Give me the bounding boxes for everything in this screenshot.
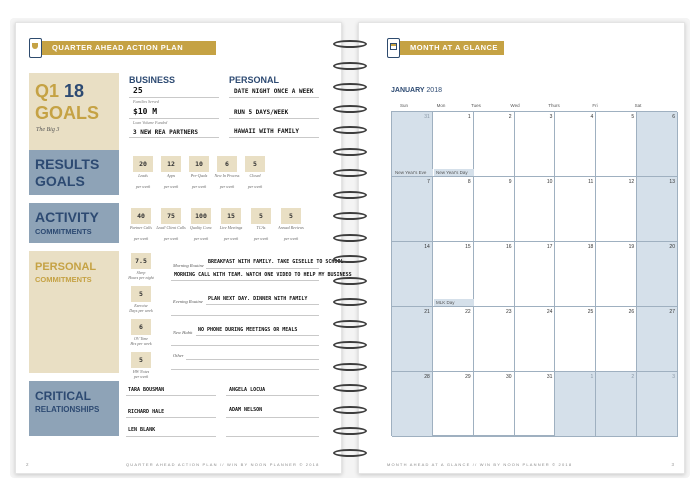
calendar-day-number: 14 — [424, 244, 430, 250]
big-3-label: The Big 3 — [36, 127, 60, 133]
calendar-day-number: 3 — [549, 114, 553, 120]
calendar-day-number: 31 — [424, 114, 430, 120]
critical-relationships-block — [29, 381, 119, 436]
right-page-number: 3 — [671, 462, 674, 467]
relationship-1: TARA BOUSMAN — [128, 387, 165, 393]
calendar-day-cell — [555, 307, 596, 372]
spiral-binding-ring — [333, 234, 367, 242]
calendar-day-cell — [474, 372, 515, 437]
calendar-day-number: 10 — [546, 179, 553, 185]
calendar-day-number: 26 — [628, 309, 635, 315]
trophy-icon — [29, 38, 42, 58]
spiral-binding-ring — [333, 406, 367, 414]
spiral-binding-ring — [333, 277, 367, 285]
results-metric-unit: per week — [163, 184, 179, 189]
month-page-title: MONTH AT A GLANCE — [394, 41, 504, 55]
calendar-day-number: 7 — [427, 179, 430, 185]
calendar-day-cell — [392, 112, 433, 177]
page-number: 2 — [26, 462, 29, 467]
spiral-binding-ring — [333, 40, 367, 48]
calendar-day-number: 25 — [587, 309, 594, 315]
calendar-day-number: 30 — [505, 374, 512, 380]
personal-goal-3: HAWAII WITH FAMILY — [234, 128, 300, 135]
activity-metric-label: TCAs — [256, 225, 266, 230]
activity-metric-unit: per week — [133, 236, 149, 241]
relationship-5: LEN BLANK — [128, 427, 156, 433]
commitments-title: COMMITMENTS — [35, 227, 92, 236]
results-metric-value: 6 — [217, 156, 237, 172]
personal-metric-unit: per week — [133, 374, 149, 379]
spiral-binding-ring — [333, 427, 367, 435]
calendar-day-number: 17 — [546, 244, 553, 250]
personal-metric-label: OV Time — [133, 336, 149, 341]
day-of-week-header: Fri — [592, 103, 598, 108]
calendar-day-cell — [433, 372, 474, 437]
calendar-day-cell — [555, 112, 596, 177]
calendar-day-number: 2 — [508, 114, 512, 120]
calendar-day-cell — [596, 112, 637, 177]
calendar-day-cell — [637, 112, 678, 177]
morning-routine-1: BREAKFAST WITH FAMILY. TAKE GISELLE TO SCHOOL — [208, 259, 344, 265]
calendar-day-cell — [555, 177, 596, 242]
calendar-day-number: 23 — [505, 309, 512, 315]
results-metric-value: 5 — [245, 156, 265, 172]
right-page-footer: MONTH AHEAD AT A GLANCE // WIN BY NOON PLANNER © 2018 — [387, 462, 573, 467]
spiral-binding-ring — [333, 212, 367, 220]
month-calendar-grid — [391, 111, 677, 436]
personal-commitments-block — [29, 251, 119, 373]
calendar-day-number: 29 — [465, 374, 471, 380]
spiral-binding-ring — [333, 62, 367, 70]
left-page — [15, 22, 352, 474]
calendar-day-cell — [392, 242, 433, 307]
spiral-binding-ring — [333, 320, 367, 328]
spiral-binding-ring — [333, 384, 367, 392]
activity-metric-value: 40 — [131, 208, 151, 224]
page-footer: QUARTER AHEAD ACTION PLAN // WIN BY NOON PLANNER © 2018 — [126, 462, 320, 467]
day-of-week-header: Thurs — [548, 103, 560, 108]
calendar-day-number: 16 — [505, 244, 512, 250]
spiral-binding-ring — [333, 105, 367, 113]
calendar-day-cell — [637, 242, 678, 307]
calendar-icon — [387, 38, 400, 58]
calendar-day-cell — [515, 242, 556, 307]
activity-metric-value: 5 — [251, 208, 271, 224]
day-of-week-header: Mon — [436, 103, 446, 108]
critical-title: CRITICAL — [35, 389, 91, 403]
calendar-day-cell — [555, 242, 596, 307]
calendar-day-cell — [474, 177, 515, 242]
personal-metric-label: HW Notes — [132, 369, 150, 374]
calendar-day-cell — [433, 307, 474, 372]
activity-metric-label: Live Meetings — [219, 225, 243, 230]
activity-commitments-block — [29, 203, 119, 243]
day-of-week-header: Wed — [510, 103, 520, 108]
calendar-day-cell — [392, 307, 433, 372]
activity-metric-unit: per week — [163, 236, 179, 241]
calendar-day-number: 19 — [628, 244, 635, 250]
calendar-day-cell — [596, 307, 637, 372]
results-metric-label: Leads — [138, 173, 148, 178]
calendar-day-number: 11 — [588, 179, 594, 185]
spiral-binding-ring — [333, 298, 367, 306]
calendar-day-number: 18 — [587, 244, 594, 250]
spiral-binding-ring — [333, 169, 367, 177]
calendar-day-cell — [433, 242, 474, 307]
calendar-day-number: 2 — [631, 374, 635, 380]
personal-metric-value: 5 — [131, 286, 151, 302]
calendar-day-cell — [433, 112, 474, 177]
business-heading: BUSINESS — [129, 75, 176, 85]
morning-routine-2: MORNING CALL WITH TEAM. WATCH ONE VIDEO TO HELP MY BUSINESS — [174, 272, 352, 278]
personal-metric-unit: Days per week — [129, 308, 153, 313]
calendar-day-number: 9 — [508, 179, 512, 185]
results-metric-label: Closed — [249, 173, 261, 178]
business-caption-2: Loan Volume Funded — [133, 120, 168, 125]
spiral-binding-ring — [333, 191, 367, 199]
calendar-day-number: 31 — [546, 374, 553, 380]
results-metric-unit: per week — [219, 184, 235, 189]
calendar-day-cell — [474, 112, 515, 177]
goals-title: GOALS — [35, 173, 85, 189]
calendar-day-cell — [596, 177, 637, 242]
calendar-event: New Year's Eve — [393, 169, 433, 176]
spiral-binding-ring — [333, 341, 367, 349]
results-metric-value: 20 — [133, 156, 153, 172]
calendar-day-number: 22 — [465, 309, 471, 315]
activity-metric-label: Annual Reviews — [278, 225, 304, 230]
spiral-binding-ring — [333, 449, 367, 457]
q1-goals-block — [29, 73, 119, 161]
calendar-day-number: 4 — [590, 114, 594, 120]
results-metric-label: New In Process — [214, 173, 240, 178]
calendar-event: New Year's Day — [434, 169, 474, 176]
calendar-day-number: 15 — [465, 244, 471, 250]
results-title: RESULTS — [35, 156, 100, 172]
personal-metric-value: 5 — [131, 352, 151, 368]
month-name: JANUARY — [391, 87, 425, 94]
spiral-binding-ring — [333, 363, 367, 371]
calendar-day-number: 3 — [672, 374, 675, 380]
calendar-day-cell — [515, 177, 556, 242]
calendar-day-cell — [637, 177, 678, 242]
personal-metric-unit: Hours per night — [128, 275, 154, 280]
calendar-day-cell — [637, 307, 678, 372]
day-of-week-header: Sat — [634, 103, 642, 108]
calendar-day-cell — [515, 372, 556, 437]
calendar-day-number: 20 — [669, 244, 675, 250]
personal-goal-1: DATE NIGHT ONCE A WEEK — [234, 88, 314, 95]
personal-goal-2: RUN 5 DAYS/WEEK — [234, 109, 289, 116]
personal-metric-label: Exercise — [134, 303, 148, 308]
relationships-title: RELATIONSHIPS — [35, 405, 100, 414]
commitments-subtitle: COMMITMENTS — [35, 275, 92, 284]
calendar-day-cell — [515, 112, 556, 177]
morning-routine-label: Morning Routine — [173, 263, 204, 268]
business-goal-3: 3 NEW REA PARTNERS — [133, 129, 199, 136]
goals-label: GOALS — [35, 103, 100, 123]
results-metric-unit: per week — [135, 184, 151, 189]
results-metric-label: Pre-Quals — [190, 173, 208, 178]
activity-metric-label: Quality Conv. — [189, 225, 213, 230]
calendar-day-cell — [474, 242, 515, 307]
activity-metric-label: Partner Calls — [130, 225, 152, 230]
calendar-day-number: 24 — [546, 309, 553, 315]
calendar-day-cell — [392, 372, 433, 437]
calendar-day-cell — [555, 372, 596, 437]
calendar-day-number: 8 — [467, 179, 471, 185]
calendar-day-cell — [596, 242, 637, 307]
right-page — [358, 22, 685, 474]
activity-metric-value: 5 — [281, 208, 301, 224]
new-habit-1: NO PHONE DURING MEETINGS OR MEALS — [198, 327, 298, 333]
relationship-4: ADAM NELSON — [229, 407, 263, 413]
results-metric-unit: per week — [247, 184, 263, 189]
activity-title: ACTIVITY — [35, 209, 99, 225]
results-metric-value: 12 — [161, 156, 181, 172]
spiral-binding-ring — [333, 255, 367, 263]
business-caption-1: Families Served — [133, 99, 159, 104]
spiral-binding-ring — [333, 126, 367, 134]
calendar-day-cell — [433, 177, 474, 242]
personal-metric-value: 6 — [131, 319, 151, 335]
calendar-event: MLK Day — [434, 299, 474, 306]
relationship-2: ANGELA LOCUA — [229, 387, 266, 393]
calendar-day-number: 21 — [424, 309, 430, 315]
calendar-day-number: 6 — [672, 114, 675, 120]
calendar-day-cell — [515, 307, 556, 372]
year-number: 18 — [64, 81, 85, 101]
activity-metric-value: 75 — [161, 208, 181, 224]
relationship-3: RICHARD HALE — [128, 409, 165, 415]
personal-title: PERSONAL — [35, 261, 97, 273]
business-goal-2: $10 M — [133, 107, 158, 116]
results-metric-label: Apps — [167, 173, 175, 178]
calendar-day-cell — [474, 307, 515, 372]
activity-metric-value: 15 — [221, 208, 241, 224]
evening-routine-1: PLAN NEXT DAY. DINNER WITH FAMILY — [208, 296, 308, 302]
results-metric-unit: per week — [191, 184, 207, 189]
activity-metric-label: Lead/ Client Calls — [156, 225, 186, 230]
results-goals-block — [29, 150, 119, 195]
calendar-day-number: 12 — [628, 179, 635, 185]
spiral-binding-ring — [333, 148, 367, 156]
quarter-label: Q1 — [35, 81, 60, 101]
day-of-week-header: Sun — [399, 103, 408, 108]
month-year-title — [391, 87, 442, 94]
spiral-binding-ring — [333, 83, 367, 91]
other-label: Other — [173, 353, 184, 358]
personal-metric-value: 7.5 — [131, 253, 151, 269]
new-habit-label: New Habit — [173, 330, 193, 335]
business-goal-1: 25 — [133, 86, 143, 95]
activity-metric-unit: per week — [223, 236, 239, 241]
calendar-day-number: 1 — [467, 114, 471, 120]
evening-routine-label: Evening Routine — [173, 299, 203, 304]
calendar-day-number: 13 — [669, 179, 675, 185]
calendar-day-number: 5 — [631, 114, 635, 120]
calendar-day-number: 1 — [590, 374, 594, 380]
activity-metric-unit: per week — [283, 236, 299, 241]
day-of-week-header: Tues — [471, 103, 481, 108]
page-title: QUARTER AHEAD ACTION PLAN — [36, 41, 216, 55]
year-label: 2018 — [426, 87, 442, 94]
personal-heading: PERSONAL — [229, 75, 280, 85]
activity-metric-unit: per week — [253, 236, 269, 241]
activity-metric-value: 100 — [191, 208, 211, 224]
activity-metric-unit: per week — [193, 236, 209, 241]
calendar-day-cell — [392, 177, 433, 242]
calendar-day-cell — [637, 372, 678, 437]
calendar-day-number: 28 — [424, 374, 430, 380]
personal-metric-unit: Hrs per week — [130, 341, 152, 346]
personal-metric-label: Sleep — [136, 270, 146, 275]
calendar-day-number: 27 — [669, 309, 675, 315]
calendar-day-cell — [596, 372, 637, 437]
results-metric-value: 10 — [189, 156, 209, 172]
